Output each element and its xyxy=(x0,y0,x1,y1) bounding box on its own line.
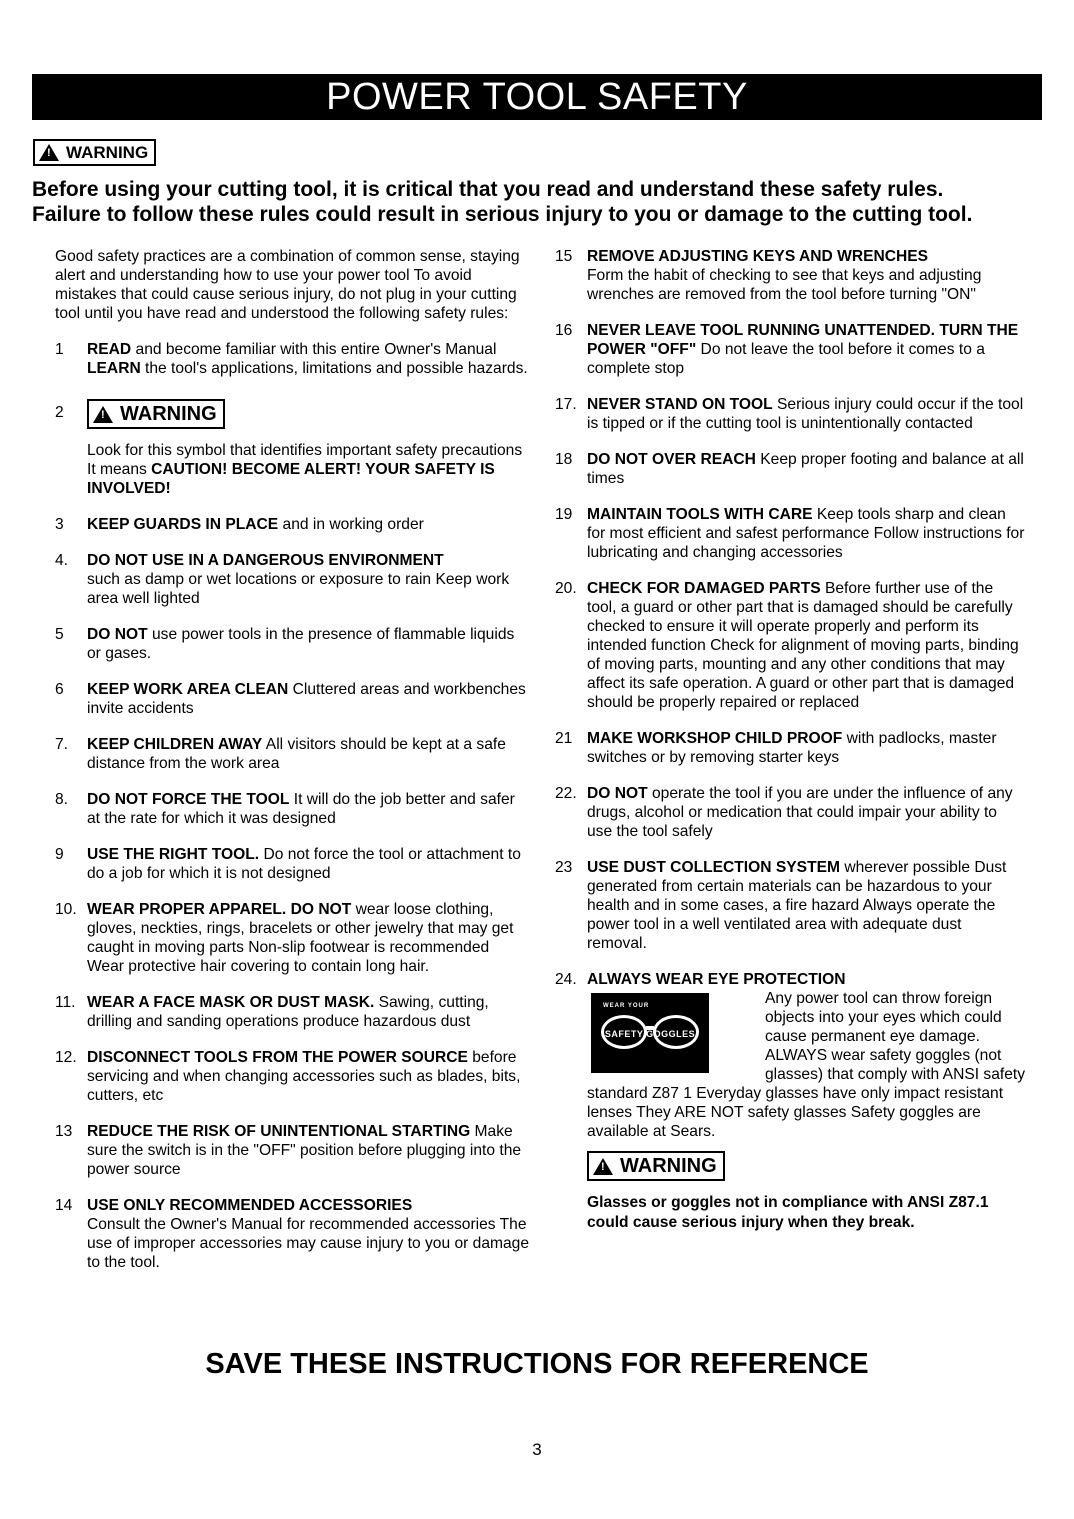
rule-15: 15 REMOVE ADJUSTING KEYS AND WRENCHES Form the habit of checking to see that keys and adjusting wrenches are removed from the tool before turning "ON" xyxy=(555,248,982,303)
ansi-warning-block xyxy=(555,1151,1025,1233)
rule-12: 12. DISCONNECT TOOLS FROM THE POWER SOURCE before servicing and when changing accessories such as blades, bits, cutters, etc xyxy=(55,1049,521,1104)
warning-triangle-icon xyxy=(593,1158,613,1175)
rule-17: 17. NEVER STAND ON TOOL Serious injury could occur if the tool is tipped or if the cutting tool is unintentionally contacted xyxy=(555,396,1024,432)
rule-20: 20. CHECK FOR DAMAGED PARTS Before further use of the tool, a guard or other part that is damaged should be carefully checked to ensure it will operate properly and perform its intended function Check for alignment of moving parts, binding of moving parts, mounting and any other conditions that may affect its safe operation. A guard or other part that is damaged should be properly repaired or replaced xyxy=(555,580,1019,711)
rule-8: 8. DO NOT FORCE THE TOOL It will do the job better and safer at the rate for which it was designed xyxy=(55,791,515,827)
warning-label: WARNING xyxy=(66,142,149,162)
page-banner xyxy=(32,74,1042,120)
page-number: 3 xyxy=(532,1440,542,1459)
rule-3: 3 KEEP GUARDS IN PLACE and in working order xyxy=(55,516,424,533)
rule-16: 16 NEVER LEAVE TOOL RUNNING UNATTENDED. TURN THE POWER "OFF" Do not leave the tool before it comes to a complete stop xyxy=(555,322,1019,377)
rule-24: 24. ALWAYS WEAR EYE PROTECTION WEAR YOUR SAFETY GOGGLES Any power tool can throw foreign objects into your eyes which could cause permanent eye damage. ALWAYS wear safety goggles (not glasses) that comply with ANSI safety standard Z87 1 Everyday glasses have only impact resistant lenses They ARE NOT safety glasses Safety goggles are available at Sears. xyxy=(555,971,1025,1140)
intro-line-1: Before using your cutting tool, it is critical that you read and understand these safety rules. xyxy=(32,178,944,201)
ansi-warning-text: Glasses or goggles not in compliance with ANSI Z87.1 could cause serious injury when they break. xyxy=(587,1194,989,1231)
right-column xyxy=(555,247,1025,1233)
rule-21: 21 MAKE WORKSHOP CHILD PROOF with padlocks, master switches or by removing starter keys xyxy=(555,730,997,766)
rule-9: 9 USE THE RIGHT TOOL. Do not force the tool or attachment to do a job for which it is not designed xyxy=(55,846,521,882)
rule-13: 13 REDUCE THE RISK OF UNINTENTIONAL STARTING Make sure the switch is in the "OFF" position before plugging into the power source xyxy=(55,1123,522,1178)
rule-6: 6 KEEP WORK AREA CLEAN Cluttered areas and workbenches invite accidents xyxy=(55,681,526,717)
rule-14: 14 USE ONLY RECOMMENDED ACCESSORIES Consult the Owner's Manual for recommended accessories The use of improper accessories may cause injury to you or damage to the tool. xyxy=(55,1197,530,1271)
warning-triangle-icon xyxy=(93,406,113,423)
rule-5: 5 DO NOT use power tools in the presence of flammable liquids or gases. xyxy=(55,626,515,662)
rule-23: 23 USE DUST COLLECTION SYSTEM wherever possible Dust generated from certain materials can be hazardous to your health and in some cases, a fire hazard Always operate the power tool in a well ventilated area with adequate dust removal. xyxy=(555,859,1007,952)
rule-10: 10. WEAR PROPER APPAREL. DO NOT wear loose clothing, gloves, neckties, rings, bracelets or other jewelry that may get caught in moving parts Non-slip footwear is recommended Wear protective hair covering to contain long hair. xyxy=(55,901,514,975)
rule-22: 22. DO NOT operate the tool if you are under the influence of any drugs, alcohol or medication that could impair your ability to use the tool safely xyxy=(555,785,1013,840)
rule-7: 7. KEEP CHILDREN AWAY All visitors should be kept at a safe distance from the work area xyxy=(55,736,506,772)
intro-line-2: Failure to follow these rules could result in serious injury to you or damage to the cutting tool. xyxy=(32,203,973,226)
warning-badge: ! WARNING xyxy=(87,399,225,429)
warning-badge: ! WARNING xyxy=(587,1151,725,1181)
rule-18: 18 DO NOT OVER REACH Keep proper footing and balance at all times xyxy=(555,451,1024,487)
save-instructions-footer: SAVE THESE INSTRUCTIONS FOR REFERENCE xyxy=(205,1348,869,1380)
banner-title: POWER TOOL SAFETY xyxy=(326,76,748,118)
intro-paragraph: Good safety practices are a combination of common sense, staying alert and understanding how to use your power tool To avoid mistakes that could cause serious injury, do not plug in your cutting tool until you have read and understood the following safety rules: xyxy=(55,248,520,322)
warning-triangle-icon xyxy=(39,144,59,161)
safety-goggles-image: WEAR YOUR SAFETY GOGGLES xyxy=(591,993,709,1073)
rule-11: 11. WEAR A FACE MASK OR DUST MASK. Sawing, cutting, drilling and sanding operations produce hazardous dust xyxy=(55,994,489,1030)
warning-badge xyxy=(33,139,156,166)
left-column xyxy=(55,247,530,1289)
rule-19: 19 MAINTAIN TOOLS WITH CARE Keep tools sharp and clean for most efficient and safest performance Follow instructions for lubricating and changing accessories xyxy=(555,506,1025,561)
rule-4: 4. DO NOT USE IN A DANGEROUS ENVIRONMENT such as damp or wet locations or exposure to rain Keep work area well lighted xyxy=(55,552,510,607)
rule-1: 1 READ and become familiar with this entire Owner's Manual LEARN the tool's applications, limitations and possible hazards. xyxy=(55,341,528,377)
rule-2: 2 ! WARNING Look for this symbol that identifies important safety precautions It means CAUTION! BECOME ALERT! YOUR SAFETY IS INVOLVED! xyxy=(55,395,530,498)
